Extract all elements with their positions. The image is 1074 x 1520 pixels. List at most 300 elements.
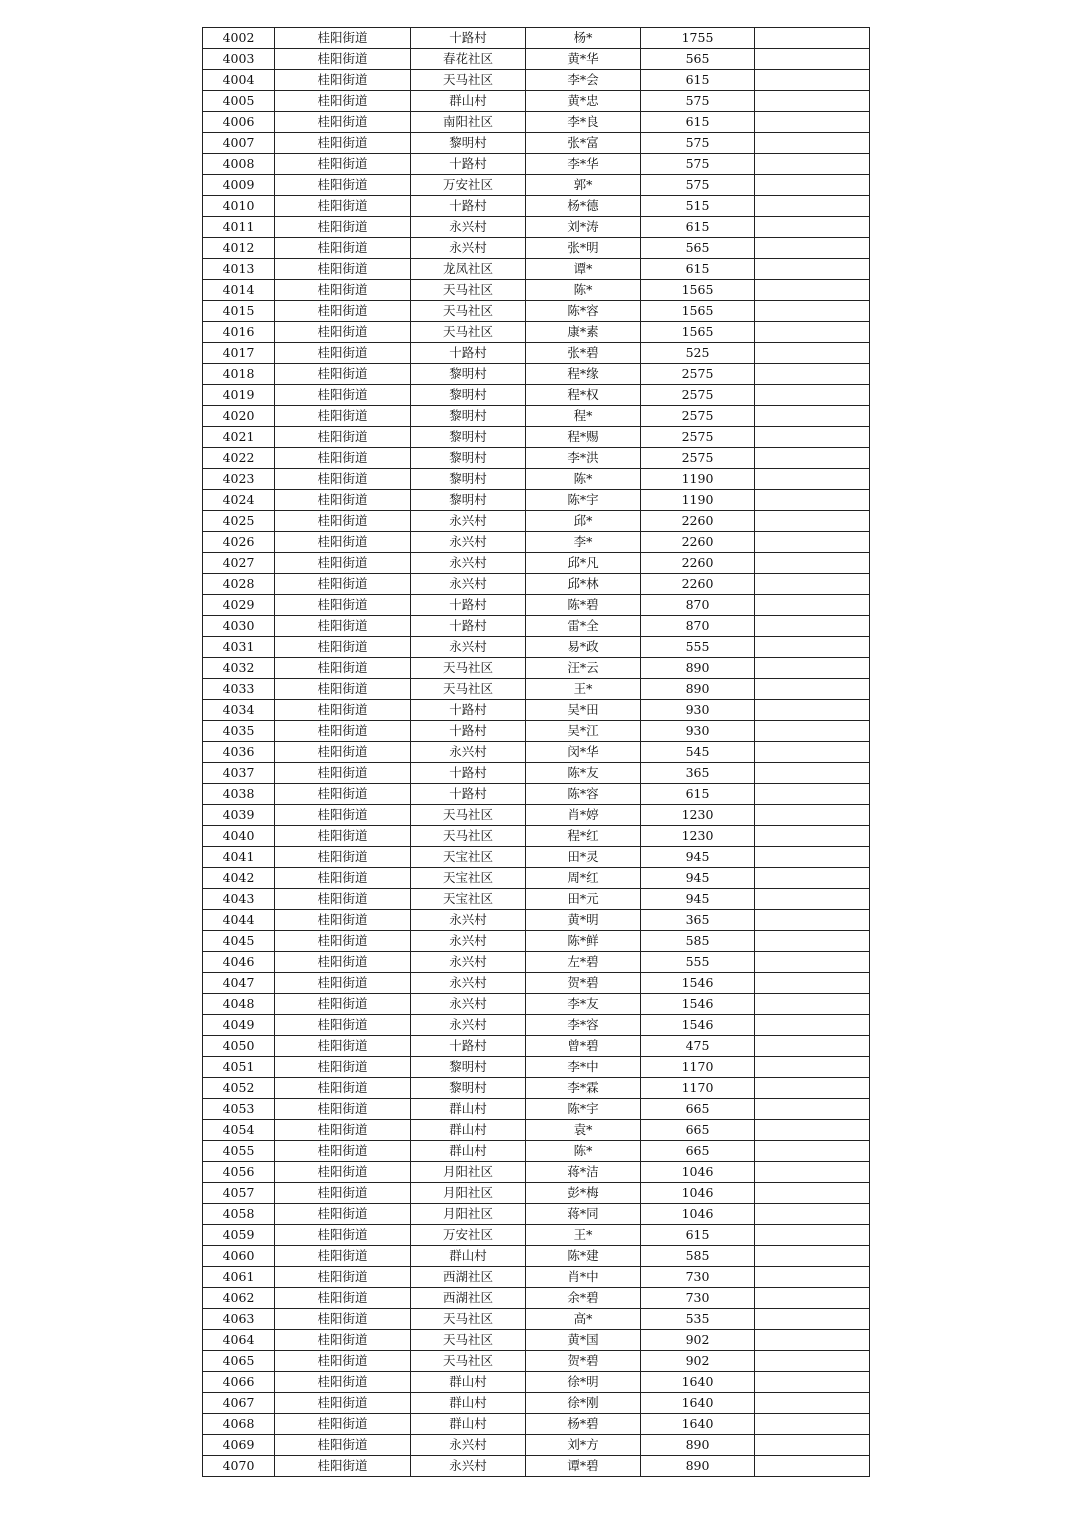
- table-row: [203, 742, 870, 763]
- name-cell: 彭*梅: [526, 1183, 641, 1204]
- community-cell: 十路村: [411, 721, 526, 742]
- amount-cell: 1546: [641, 1015, 755, 1036]
- amount-cell: 945: [641, 889, 755, 910]
- street-cell: 桂阳街道: [275, 826, 411, 847]
- amount-cell: 665: [641, 1120, 755, 1141]
- table-row: [203, 1414, 870, 1435]
- table-row: [203, 322, 870, 343]
- street-cell: 桂阳街道: [275, 1351, 411, 1372]
- row-number-cell: 4062: [203, 1288, 275, 1309]
- street-cell: 桂阳街道: [275, 616, 411, 637]
- table-row: [203, 175, 870, 196]
- row-number-cell: 4035: [203, 721, 275, 742]
- name-cell: 程*: [526, 406, 641, 427]
- row-number-cell: 4023: [203, 469, 275, 490]
- row-number-cell: 4016: [203, 322, 275, 343]
- row-number-cell: 4032: [203, 658, 275, 679]
- amount-cell: 615: [641, 259, 755, 280]
- community-cell: 龙凤社区: [411, 259, 526, 280]
- table-row: [203, 826, 870, 847]
- name-cell: 徐*刚: [526, 1393, 641, 1414]
- street-cell: 桂阳街道: [275, 28, 411, 49]
- blank-cell: [755, 868, 870, 889]
- row-number-cell: 4013: [203, 259, 275, 280]
- table-row: [203, 1204, 870, 1225]
- community-cell: 黎明村: [411, 427, 526, 448]
- community-cell: 十路村: [411, 154, 526, 175]
- amount-cell: 1546: [641, 994, 755, 1015]
- name-cell: 李*中: [526, 1057, 641, 1078]
- row-number-cell: 4063: [203, 1309, 275, 1330]
- community-cell: 西湖社区: [411, 1288, 526, 1309]
- row-number-cell: 4036: [203, 742, 275, 763]
- community-cell: 天马社区: [411, 280, 526, 301]
- blank-cell: [755, 259, 870, 280]
- community-cell: 天马社区: [411, 1351, 526, 1372]
- blank-cell: [755, 364, 870, 385]
- row-number-cell: 4006: [203, 112, 275, 133]
- table-row: [203, 49, 870, 70]
- amount-cell: 1565: [641, 322, 755, 343]
- amount-cell: 555: [641, 952, 755, 973]
- table-row: [203, 763, 870, 784]
- row-number-cell: 4060: [203, 1246, 275, 1267]
- street-cell: 桂阳街道: [275, 553, 411, 574]
- street-cell: 桂阳街道: [275, 1414, 411, 1435]
- table-row: [203, 658, 870, 679]
- blank-cell: [755, 1057, 870, 1078]
- community-cell: 永兴村: [411, 973, 526, 994]
- street-cell: 桂阳街道: [275, 637, 411, 658]
- amount-cell: 1230: [641, 826, 755, 847]
- street-cell: 桂阳街道: [275, 889, 411, 910]
- community-cell: 黎明村: [411, 490, 526, 511]
- table-row: [203, 1330, 870, 1351]
- amount-cell: 665: [641, 1099, 755, 1120]
- street-cell: 桂阳街道: [275, 490, 411, 511]
- name-cell: 贺*碧: [526, 1351, 641, 1372]
- name-cell: 贺*碧: [526, 973, 641, 994]
- table-row: [203, 217, 870, 238]
- table-row: [203, 994, 870, 1015]
- name-cell: 余*碧: [526, 1288, 641, 1309]
- blank-cell: [755, 49, 870, 70]
- community-cell: 天马社区: [411, 826, 526, 847]
- street-cell: 桂阳街道: [275, 994, 411, 1015]
- amount-cell: 565: [641, 49, 755, 70]
- community-cell: 月阳社区: [411, 1183, 526, 1204]
- community-cell: 天马社区: [411, 1309, 526, 1330]
- row-number-cell: 4061: [203, 1267, 275, 1288]
- name-cell: 袁*: [526, 1120, 641, 1141]
- row-number-cell: 4048: [203, 994, 275, 1015]
- street-cell: 桂阳街道: [275, 763, 411, 784]
- table-row: [203, 280, 870, 301]
- blank-cell: [755, 1120, 870, 1141]
- blank-cell: [755, 112, 870, 133]
- street-cell: 桂阳街道: [275, 259, 411, 280]
- community-cell: 天马社区: [411, 1330, 526, 1351]
- name-cell: 刘*方: [526, 1435, 641, 1456]
- name-cell: 陈*建: [526, 1246, 641, 1267]
- name-cell: 陈*宇: [526, 1099, 641, 1120]
- table-row: [203, 847, 870, 868]
- community-cell: 西湖社区: [411, 1267, 526, 1288]
- amount-cell: 535: [641, 1309, 755, 1330]
- row-number-cell: 4021: [203, 427, 275, 448]
- street-cell: 桂阳街道: [275, 1078, 411, 1099]
- table-row: [203, 133, 870, 154]
- blank-cell: [755, 70, 870, 91]
- blank-cell: [755, 1351, 870, 1372]
- community-cell: 永兴村: [411, 238, 526, 259]
- name-cell: 张*富: [526, 133, 641, 154]
- blank-cell: [755, 322, 870, 343]
- amount-cell: 1230: [641, 805, 755, 826]
- amount-cell: 615: [641, 1225, 755, 1246]
- blank-cell: [755, 931, 870, 952]
- street-cell: 桂阳街道: [275, 658, 411, 679]
- blank-cell: [755, 175, 870, 196]
- name-cell: 程*赐: [526, 427, 641, 448]
- street-cell: 桂阳街道: [275, 679, 411, 700]
- amount-cell: 575: [641, 133, 755, 154]
- amount-cell: 1046: [641, 1204, 755, 1225]
- name-cell: 王*: [526, 1225, 641, 1246]
- street-cell: 桂阳街道: [275, 1456, 411, 1477]
- table-row: [203, 364, 870, 385]
- name-cell: 李*华: [526, 154, 641, 175]
- row-number-cell: 4066: [203, 1372, 275, 1393]
- name-cell: 邱*: [526, 511, 641, 532]
- blank-cell: [755, 1330, 870, 1351]
- street-cell: 桂阳街道: [275, 49, 411, 70]
- name-cell: 蒋*同: [526, 1204, 641, 1225]
- table-row: [203, 532, 870, 553]
- blank-cell: [755, 679, 870, 700]
- table-row: [203, 868, 870, 889]
- street-cell: 桂阳街道: [275, 280, 411, 301]
- name-cell: 陈*容: [526, 784, 641, 805]
- name-cell: 黄*国: [526, 1330, 641, 1351]
- row-number-cell: 4020: [203, 406, 275, 427]
- amount-cell: 575: [641, 154, 755, 175]
- community-cell: 群山村: [411, 1246, 526, 1267]
- row-number-cell: 4055: [203, 1141, 275, 1162]
- table-row: [203, 721, 870, 742]
- street-cell: 桂阳街道: [275, 1057, 411, 1078]
- street-cell: 桂阳街道: [275, 133, 411, 154]
- row-number-cell: 4014: [203, 280, 275, 301]
- name-cell: 曾*碧: [526, 1036, 641, 1057]
- street-cell: 桂阳街道: [275, 847, 411, 868]
- community-cell: 天马社区: [411, 70, 526, 91]
- table-row: [203, 154, 870, 175]
- name-cell: 邱*林: [526, 574, 641, 595]
- row-number-cell: 4037: [203, 763, 275, 784]
- name-cell: 刘*涛: [526, 217, 641, 238]
- amount-cell: 902: [641, 1330, 755, 1351]
- name-cell: 程*权: [526, 385, 641, 406]
- amount-cell: 2575: [641, 406, 755, 427]
- name-cell: 田*灵: [526, 847, 641, 868]
- blank-cell: [755, 133, 870, 154]
- table-row: [203, 301, 870, 322]
- street-cell: 桂阳街道: [275, 1309, 411, 1330]
- blank-cell: [755, 1183, 870, 1204]
- name-cell: 陈*: [526, 469, 641, 490]
- row-number-cell: 4034: [203, 700, 275, 721]
- amount-cell: 1190: [641, 469, 755, 490]
- blank-cell: [755, 406, 870, 427]
- row-number-cell: 4046: [203, 952, 275, 973]
- row-number-cell: 4040: [203, 826, 275, 847]
- amount-cell: 890: [641, 1435, 755, 1456]
- row-number-cell: 4026: [203, 532, 275, 553]
- street-cell: 桂阳街道: [275, 1330, 411, 1351]
- amount-cell: 555: [641, 637, 755, 658]
- street-cell: 桂阳街道: [275, 910, 411, 931]
- table-row: [203, 343, 870, 364]
- name-cell: 黄*明: [526, 910, 641, 931]
- table-row: [203, 385, 870, 406]
- community-cell: 天马社区: [411, 679, 526, 700]
- amount-cell: 1046: [641, 1162, 755, 1183]
- amount-cell: 1640: [641, 1414, 755, 1435]
- blank-cell: [755, 238, 870, 259]
- table-row: [203, 1036, 870, 1057]
- community-cell: 黎明村: [411, 406, 526, 427]
- table-row: [203, 616, 870, 637]
- row-number-cell: 4057: [203, 1183, 275, 1204]
- blank-cell: [755, 217, 870, 238]
- amount-cell: 2575: [641, 364, 755, 385]
- blank-cell: [755, 1015, 870, 1036]
- table-row: [203, 553, 870, 574]
- row-number-cell: 4043: [203, 889, 275, 910]
- table-row: [203, 931, 870, 952]
- table-row: [203, 1099, 870, 1120]
- community-cell: 黎明村: [411, 1057, 526, 1078]
- blank-cell: [755, 910, 870, 931]
- row-number-cell: 4051: [203, 1057, 275, 1078]
- blank-cell: [755, 1267, 870, 1288]
- community-cell: 永兴村: [411, 217, 526, 238]
- name-cell: 陈*友: [526, 763, 641, 784]
- name-cell: 康*素: [526, 322, 641, 343]
- row-number-cell: 4010: [203, 196, 275, 217]
- amount-cell: 2260: [641, 574, 755, 595]
- amount-cell: 1546: [641, 973, 755, 994]
- amount-cell: 1170: [641, 1057, 755, 1078]
- table-row: [203, 448, 870, 469]
- street-cell: 桂阳街道: [275, 1099, 411, 1120]
- blank-cell: [755, 553, 870, 574]
- amount-cell: 365: [641, 763, 755, 784]
- table-row: [203, 700, 870, 721]
- blank-cell: [755, 1204, 870, 1225]
- amount-cell: 585: [641, 931, 755, 952]
- blank-cell: [755, 889, 870, 910]
- community-cell: 十路村: [411, 196, 526, 217]
- amount-cell: 890: [641, 1456, 755, 1477]
- name-cell: 陈*: [526, 280, 641, 301]
- community-cell: 黎明村: [411, 469, 526, 490]
- street-cell: 桂阳街道: [275, 1141, 411, 1162]
- blank-cell: [755, 1414, 870, 1435]
- row-number-cell: 4054: [203, 1120, 275, 1141]
- blank-cell: [755, 532, 870, 553]
- blank-cell: [755, 1246, 870, 1267]
- amount-cell: 730: [641, 1267, 755, 1288]
- amount-cell: 575: [641, 175, 755, 196]
- blank-cell: [755, 637, 870, 658]
- name-cell: 李*会: [526, 70, 641, 91]
- street-cell: 桂阳街道: [275, 700, 411, 721]
- street-cell: 桂阳街道: [275, 595, 411, 616]
- street-cell: 桂阳街道: [275, 742, 411, 763]
- table-row: [203, 1183, 870, 1204]
- amount-cell: 2575: [641, 385, 755, 406]
- community-cell: 永兴村: [411, 532, 526, 553]
- community-cell: 十路村: [411, 28, 526, 49]
- blank-cell: [755, 196, 870, 217]
- amount-cell: 615: [641, 70, 755, 91]
- amount-cell: 615: [641, 112, 755, 133]
- amount-cell: 1565: [641, 280, 755, 301]
- amount-cell: 575: [641, 91, 755, 112]
- table-row: [203, 1015, 870, 1036]
- table-row: [203, 112, 870, 133]
- row-number-cell: 4056: [203, 1162, 275, 1183]
- name-cell: 陈*碧: [526, 595, 641, 616]
- table-row: [203, 1456, 870, 1477]
- community-cell: 黎明村: [411, 133, 526, 154]
- table-body: [203, 28, 870, 1477]
- name-cell: 张*明: [526, 238, 641, 259]
- blank-cell: [755, 1162, 870, 1183]
- blank-cell: [755, 1141, 870, 1162]
- street-cell: 桂阳街道: [275, 91, 411, 112]
- blank-cell: [755, 847, 870, 868]
- table-row: [203, 805, 870, 826]
- blank-cell: [755, 1099, 870, 1120]
- name-cell: 闵*华: [526, 742, 641, 763]
- street-cell: 桂阳街道: [275, 70, 411, 91]
- name-cell: 杨*碧: [526, 1414, 641, 1435]
- street-cell: 桂阳街道: [275, 427, 411, 448]
- name-cell: 李*容: [526, 1015, 641, 1036]
- row-number-cell: 4017: [203, 343, 275, 364]
- amount-cell: 585: [641, 1246, 755, 1267]
- table-row: [203, 1372, 870, 1393]
- community-cell: 永兴村: [411, 637, 526, 658]
- amount-cell: 515: [641, 196, 755, 217]
- street-cell: 桂阳街道: [275, 322, 411, 343]
- street-cell: 桂阳街道: [275, 1015, 411, 1036]
- row-number-cell: 4050: [203, 1036, 275, 1057]
- row-number-cell: 4059: [203, 1225, 275, 1246]
- community-cell: 天马社区: [411, 301, 526, 322]
- street-cell: 桂阳街道: [275, 1036, 411, 1057]
- data-table: [202, 27, 870, 1477]
- street-cell: 桂阳街道: [275, 154, 411, 175]
- community-cell: 永兴村: [411, 994, 526, 1015]
- table-row: [203, 910, 870, 931]
- community-cell: 永兴村: [411, 952, 526, 973]
- table-row: [203, 91, 870, 112]
- name-cell: 陈*: [526, 1141, 641, 1162]
- blank-cell: [755, 826, 870, 847]
- blank-cell: [755, 154, 870, 175]
- row-number-cell: 4004: [203, 70, 275, 91]
- name-cell: 杨*德: [526, 196, 641, 217]
- row-number-cell: 4007: [203, 133, 275, 154]
- street-cell: 桂阳街道: [275, 1120, 411, 1141]
- row-number-cell: 4047: [203, 973, 275, 994]
- name-cell: 杨*: [526, 28, 641, 49]
- name-cell: 陈*鲜: [526, 931, 641, 952]
- name-cell: 蒋*洁: [526, 1162, 641, 1183]
- table-row: [203, 406, 870, 427]
- row-number-cell: 4039: [203, 805, 275, 826]
- street-cell: 桂阳街道: [275, 1204, 411, 1225]
- name-cell: 李*友: [526, 994, 641, 1015]
- table-row: [203, 595, 870, 616]
- community-cell: 黎明村: [411, 385, 526, 406]
- street-cell: 桂阳街道: [275, 112, 411, 133]
- table-row: [203, 1351, 870, 1372]
- blank-cell: [755, 385, 870, 406]
- name-cell: 邱*凡: [526, 553, 641, 574]
- blank-cell: [755, 280, 870, 301]
- amount-cell: 1640: [641, 1393, 755, 1414]
- table-row: [203, 1120, 870, 1141]
- name-cell: 吴*田: [526, 700, 641, 721]
- row-number-cell: 4045: [203, 931, 275, 952]
- blank-cell: [755, 343, 870, 364]
- name-cell: 程*缘: [526, 364, 641, 385]
- community-cell: 群山村: [411, 91, 526, 112]
- community-cell: 群山村: [411, 1414, 526, 1435]
- blank-cell: [755, 490, 870, 511]
- row-number-cell: 4067: [203, 1393, 275, 1414]
- community-cell: 群山村: [411, 1141, 526, 1162]
- street-cell: 桂阳街道: [275, 196, 411, 217]
- table-row: [203, 973, 870, 994]
- community-cell: 十路村: [411, 763, 526, 784]
- row-number-cell: 4070: [203, 1456, 275, 1477]
- community-cell: 十路村: [411, 616, 526, 637]
- row-number-cell: 4065: [203, 1351, 275, 1372]
- row-number-cell: 4068: [203, 1414, 275, 1435]
- row-number-cell: 4002: [203, 28, 275, 49]
- row-number-cell: 4009: [203, 175, 275, 196]
- row-number-cell: 4012: [203, 238, 275, 259]
- table-row: [203, 511, 870, 532]
- row-number-cell: 4029: [203, 595, 275, 616]
- street-cell: 桂阳街道: [275, 784, 411, 805]
- blank-cell: [755, 973, 870, 994]
- community-cell: 十路村: [411, 595, 526, 616]
- community-cell: 群山村: [411, 1099, 526, 1120]
- street-cell: 桂阳街道: [275, 1288, 411, 1309]
- amount-cell: 615: [641, 217, 755, 238]
- amount-cell: 930: [641, 700, 755, 721]
- street-cell: 桂阳街道: [275, 1183, 411, 1204]
- name-cell: 陈*容: [526, 301, 641, 322]
- amount-cell: 1170: [641, 1078, 755, 1099]
